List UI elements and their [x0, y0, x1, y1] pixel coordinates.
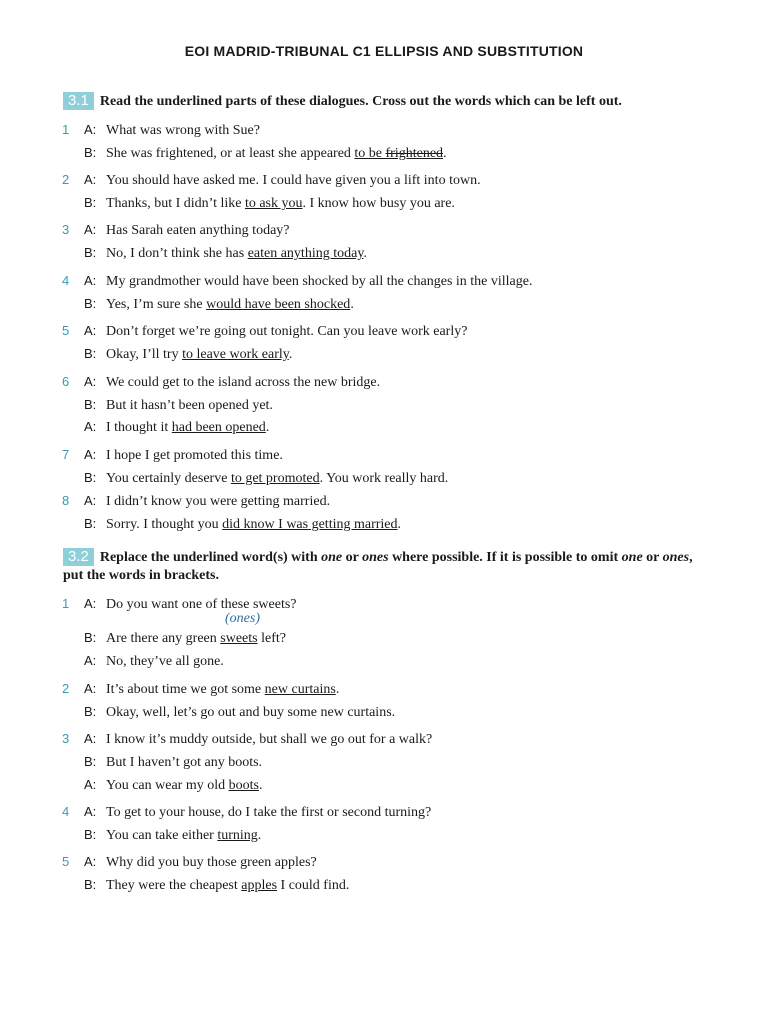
item-number: 6: [62, 374, 70, 389]
dialogue-line: B: You can take either turning.: [84, 827, 262, 843]
speaker-label: B:: [84, 145, 97, 160]
dialogue-line: [62, 322, 467, 340]
item-number: 2: [62, 681, 70, 696]
underlined-phrase: would have been shocked: [206, 297, 351, 312]
underlined-phrase: to leave work early: [182, 347, 289, 362]
underlined-phrase: new curtains: [264, 682, 336, 697]
speaker-label: A:: [84, 681, 97, 696]
item-number: 8: [62, 493, 70, 508]
speaker-label: A:: [84, 731, 97, 746]
speaker-label: B:: [84, 827, 97, 842]
dialogue-line: [62, 492, 330, 510]
example-answer-hint: (ones): [225, 611, 260, 626]
line-text: Okay, well, let’s go out and buy some new curtains.: [106, 705, 396, 720]
line-text: Why did you buy those green apples?: [106, 855, 317, 870]
speaker-label: B:: [84, 516, 97, 531]
item-number: 7: [62, 447, 70, 462]
exercise-3-2-badge: 3.2: [63, 548, 94, 566]
dialogue-line: B: Yes, I’m sure she would have been shocked.: [84, 296, 354, 312]
dialogue-line: [62, 753, 262, 771]
line-text: Has Sarah eaten anything today?: [106, 223, 290, 238]
speaker-label: B:: [84, 296, 97, 311]
page-title: EOI MADRID-TRIBUNAL C1 ELLIPSIS AND SUBSTITUTION: [184, 43, 584, 59]
speaker-label: A:: [84, 447, 97, 462]
dialogue-line: B: They were the cheapest apples I could find.: [84, 877, 350, 893]
line-text: Do you want one of these sweets?: [106, 597, 297, 612]
line-text: Don’t forget we’re going out tonight. Can you leave work early?: [106, 324, 468, 339]
speaker-label: B:: [84, 754, 97, 769]
line-text: My grandmother would have been shocked by all the changes in the village.: [106, 274, 533, 289]
line-text: But I haven’t got any boots.: [106, 755, 263, 770]
item-number: 4: [62, 273, 70, 288]
crossed-out-word: frightened: [385, 146, 444, 161]
dialogue-line: [62, 171, 481, 189]
dialogue-line: B: No, I don’t think she has eaten anything today.: [84, 245, 367, 261]
exercise-3-1-instruction: [63, 92, 723, 111]
dialogue-line: [62, 803, 431, 821]
dialogue-line: [62, 121, 260, 139]
line-text: You should have asked me. I could have given you a lift into town.: [106, 173, 481, 188]
dialogue-line: [62, 652, 224, 670]
line-text: To get to your house, do I take the first or second turning?: [106, 805, 432, 820]
item-number: 4: [62, 804, 70, 819]
line-text: I know it’s muddy outside, but shall we go out for a walk?: [106, 732, 433, 747]
speaker-label: B:: [84, 397, 97, 412]
speaker-label: A:: [84, 419, 97, 434]
dialogue-line: [62, 221, 290, 239]
item-number: 5: [62, 323, 70, 338]
dialogue-line: B: Are there any green sweets left?: [84, 630, 286, 646]
item-number: 5: [62, 854, 70, 869]
line-text: What was wrong with Sue?: [106, 123, 260, 138]
underlined-phrase: did know I was getting married: [222, 517, 398, 532]
dialogue-line: [62, 396, 273, 414]
item-number: 3: [62, 731, 70, 746]
speaker-label: A:: [84, 804, 97, 819]
dialogue-line: A: I thought it had been opened.: [84, 419, 270, 435]
speaker-label: B:: [84, 877, 97, 892]
dialogue-line: [62, 853, 317, 871]
dialogue-line: [62, 446, 283, 464]
line-text: But it hasn’t been opened yet.: [106, 398, 273, 413]
speaker-label: A:: [84, 596, 97, 611]
speaker-label: A:: [84, 493, 97, 508]
line-text: We could get to the island across the new bridge.: [106, 375, 381, 390]
line-text: I didn’t know you were getting married.: [106, 494, 331, 509]
speaker-label: A:: [84, 777, 97, 792]
speaker-label: B:: [84, 704, 97, 719]
speaker-label: A:: [84, 374, 97, 389]
dialogue-line: [62, 373, 380, 391]
exercise-3-2-instruction: 3.2 Replace the underlined word(s) with one or ones where possible. If it is possible to omit one or ones, put the words in brackets.: [63, 548, 693, 583]
line-text: I hope I get promoted this time.: [106, 448, 283, 463]
dialogue-line: B: Thanks, but I didn’t like to ask you. I know how busy you are.: [84, 195, 455, 211]
speaker-label: A:: [84, 122, 97, 137]
speaker-label: A:: [84, 653, 97, 668]
dialogue-line: 2 A: It’s about time we got some new curtains.: [62, 681, 340, 697]
speaker-label: B:: [84, 245, 97, 260]
underlined-phrase: to ask you: [244, 196, 303, 211]
speaker-label: A:: [84, 854, 97, 869]
speaker-label: A:: [84, 172, 97, 187]
item-number: 3: [62, 222, 70, 237]
speaker-label: B:: [84, 346, 97, 361]
item-number: 1: [62, 122, 70, 137]
item-number: 1: [62, 596, 70, 611]
speaker-label: B:: [84, 195, 97, 210]
dialogue-line: B: She was frightened, or at least she appeared to be frightened.: [84, 145, 447, 161]
underlined-phrase: apples: [241, 878, 278, 893]
speaker-label: A:: [84, 273, 97, 288]
underlined-phrase: eaten anything today: [247, 246, 364, 261]
dialogue-line: [62, 703, 395, 721]
underlined-phrase: to be: [354, 146, 386, 161]
dialogue-line: [62, 272, 533, 290]
underlined-phrase: had been opened: [171, 420, 266, 435]
speaker-label: A:: [84, 323, 97, 338]
speaker-label: B:: [84, 630, 97, 645]
line-text: No, they’ve all gone.: [106, 654, 224, 669]
underlined-phrase: to get promoted: [230, 471, 320, 486]
dialogue-line: B: Okay, I’ll try to leave work early.: [84, 346, 293, 362]
underlined-phrase: boots: [228, 778, 259, 793]
dialogue-line: B: Sorry. I thought you did know I was getting married.: [84, 516, 402, 532]
dialogue-line: [62, 730, 432, 748]
instruction-text: Read the underlined parts of these dialogues. Cross out the words which can be left out.: [99, 94, 622, 109]
dialogue-line: A: You can wear my old boots.: [84, 777, 263, 793]
exercise-3-1-badge: 3.1: [63, 92, 94, 110]
speaker-label: A:: [84, 222, 97, 237]
underlined-phrase: sweets: [220, 631, 258, 646]
item-number: 2: [62, 172, 70, 187]
dialogue-line: [62, 595, 297, 613]
dialogue-line: B: You certainly deserve to get promoted. You work really hard.: [84, 470, 449, 486]
line-text: She was frightened, or at least she appeared: [106, 146, 355, 161]
speaker-label: B:: [84, 470, 97, 485]
underlined-phrase: turning: [217, 828, 258, 843]
